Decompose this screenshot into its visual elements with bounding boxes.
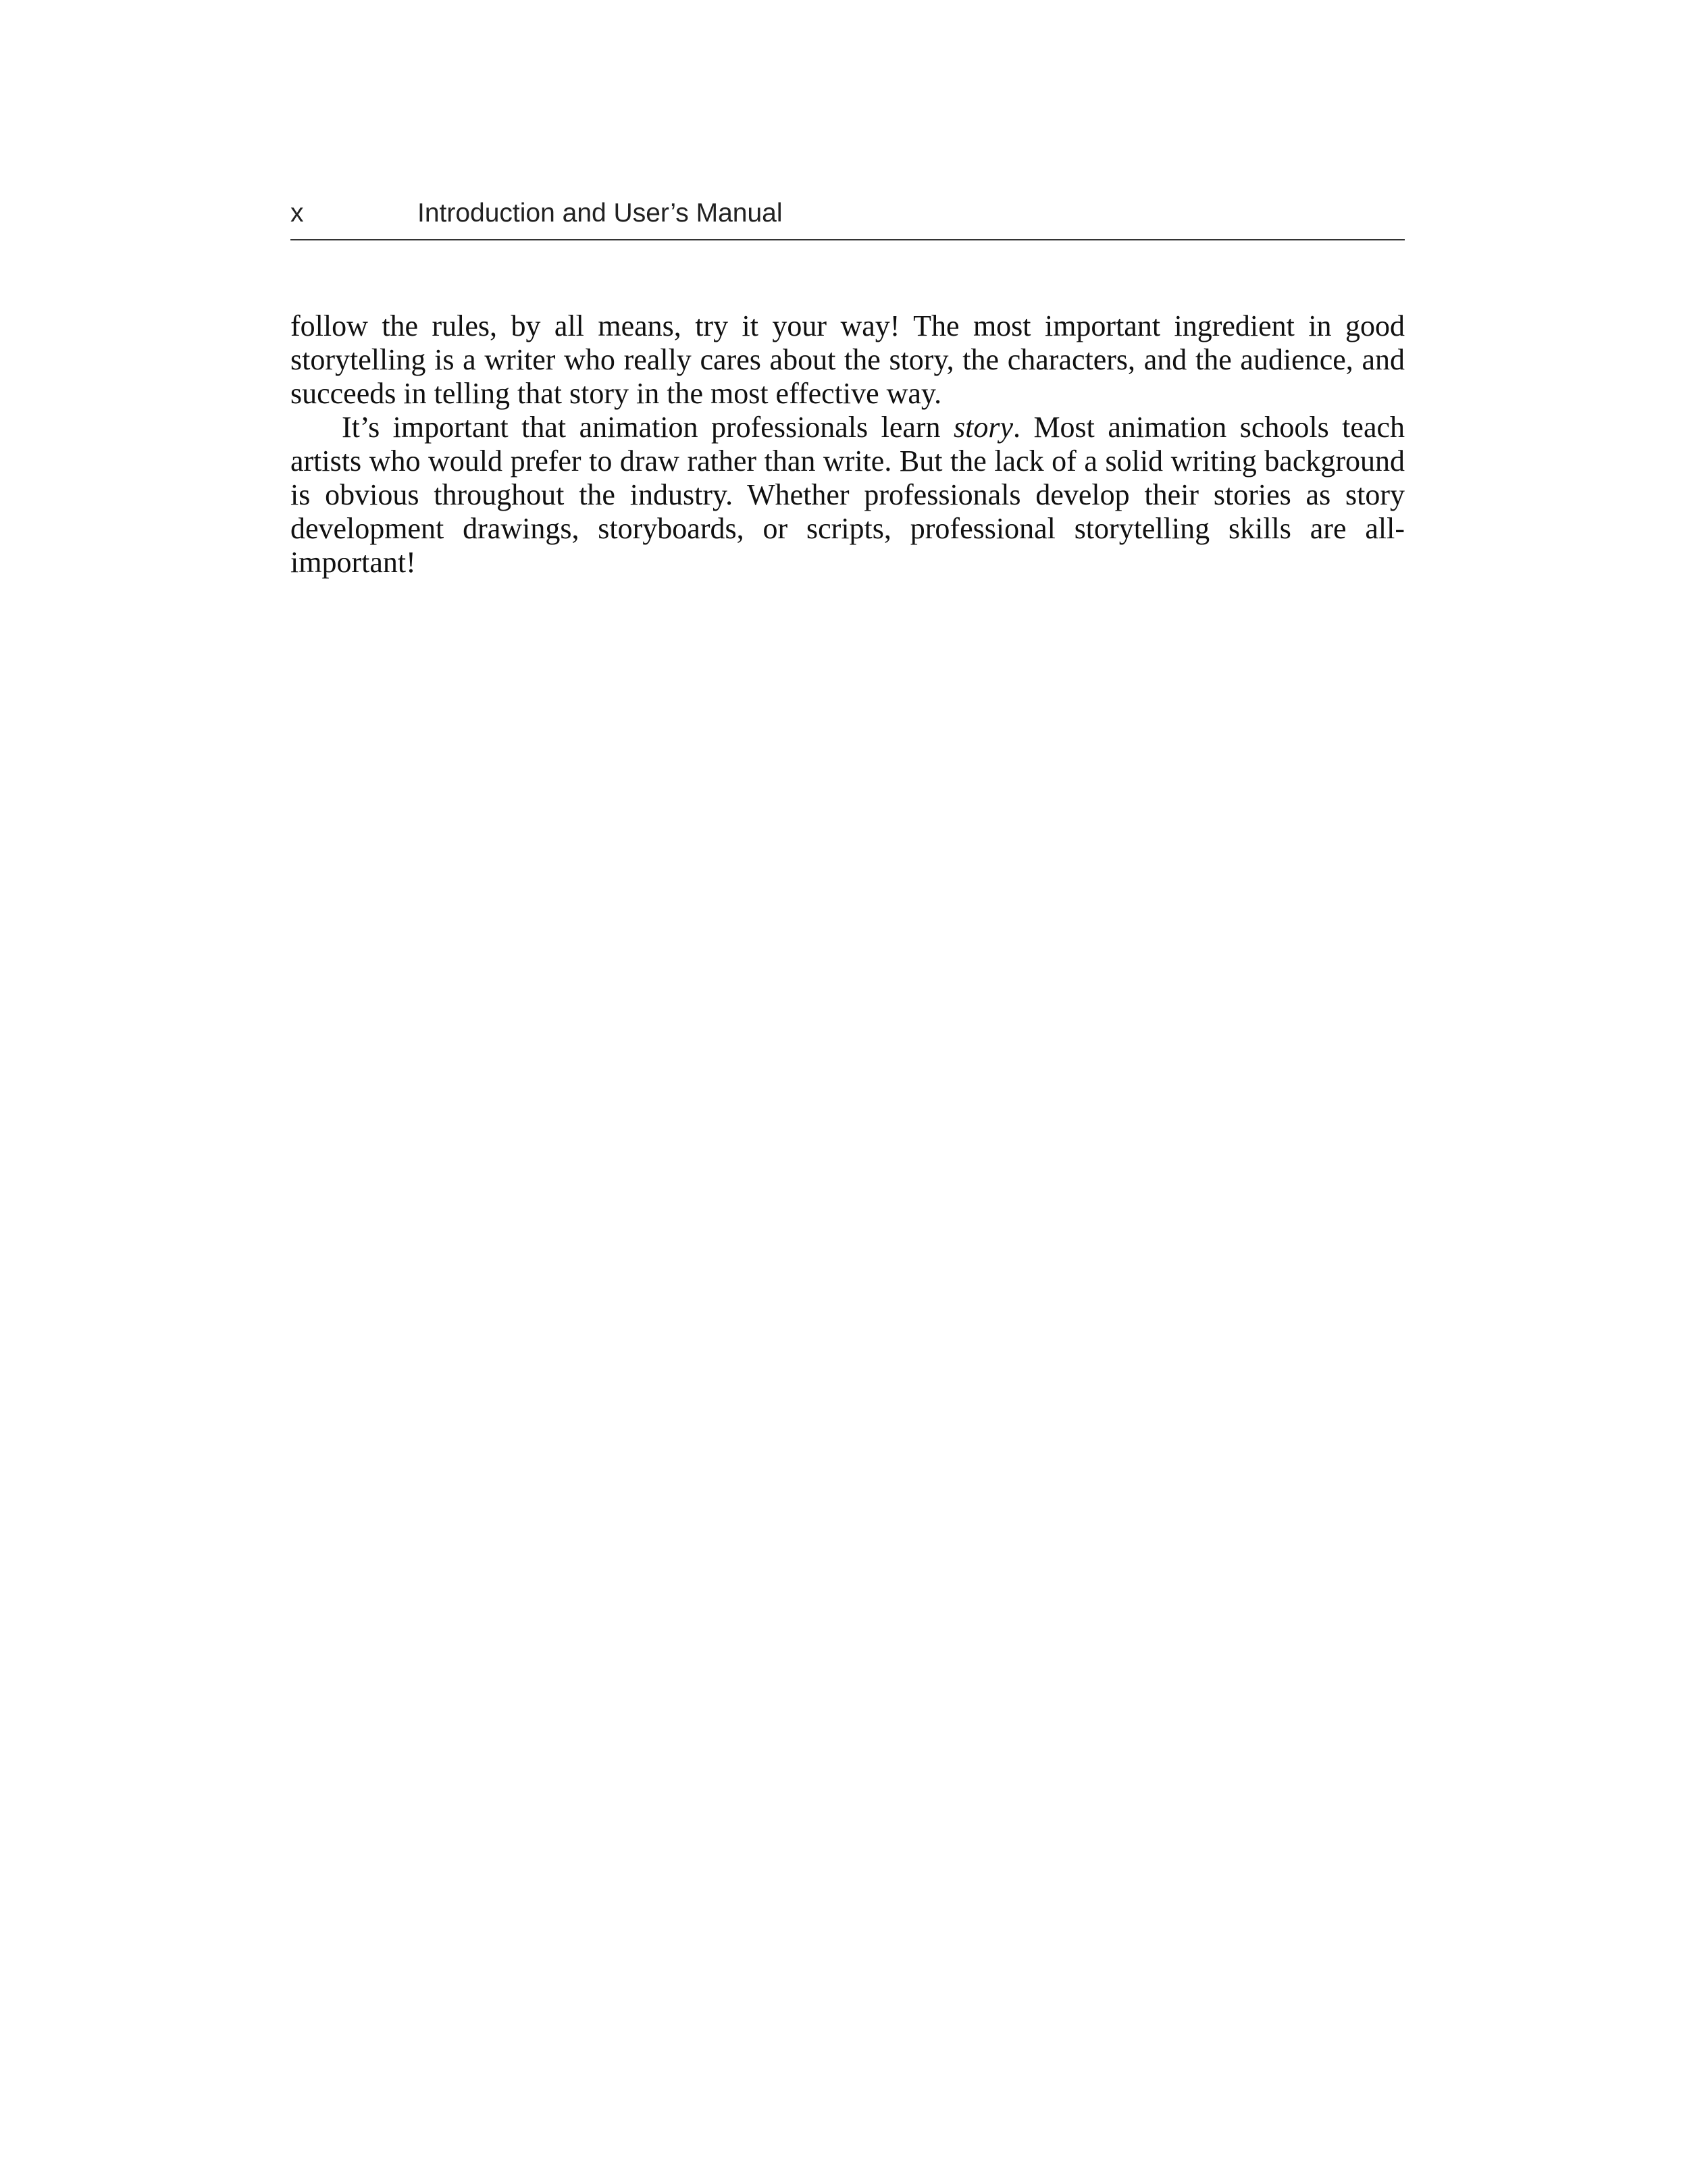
page-number: x (290, 199, 304, 228)
paragraph-continued: follow the rules, by all means, try it your way! The most important ingredient in good storytelling is a writer who really cares about the story, the characters, and the audience, and succeeds in telling that story in the most effective way. (290, 309, 1405, 410)
running-head-title: Introduction and User’s Manual (417, 199, 783, 228)
body-text (290, 309, 1405, 579)
paragraph-story-importance (290, 411, 1405, 579)
paragraph-text-after-emphasis: . Most animation schools teach artists who would prefer to draw rather than write. But the lack of a solid writing background is obvious throughout the industry. Whether professionals develop their stories as story development drawings, storyboards, or scripts, professional storytelling skills are all-important! (290, 411, 1405, 579)
paragraph-text-before-emphasis: It’s important that animation professionals learn (342, 411, 954, 444)
emphasized-word: story (954, 411, 1013, 444)
running-head (290, 193, 1405, 240)
